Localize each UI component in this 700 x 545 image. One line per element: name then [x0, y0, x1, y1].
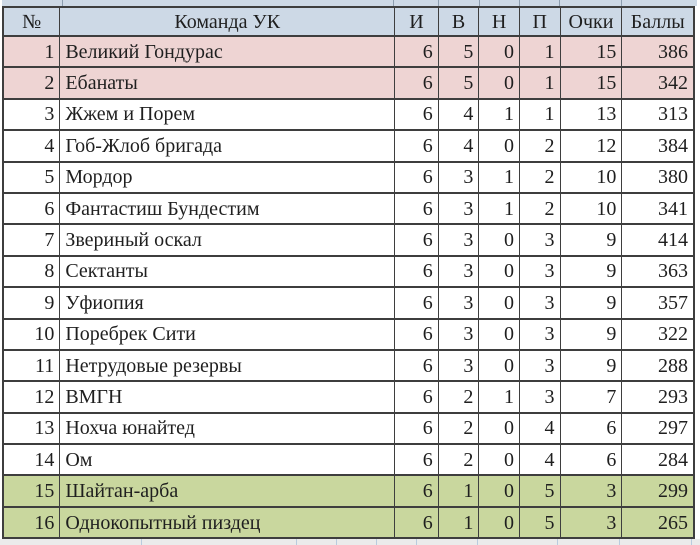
- cell-col-played: 6: [395, 444, 439, 475]
- cell-col-team: Мордор: [60, 162, 395, 193]
- cell-col-points: 10: [560, 162, 622, 193]
- header-row: [3, 7, 694, 36]
- cell-col-losses: 2: [519, 130, 560, 161]
- cell-col-wins: 1: [438, 507, 479, 538]
- gridline: [141, 539, 142, 545]
- cell-col-number: 7: [3, 224, 60, 255]
- table-row: [3, 67, 694, 98]
- cell-col-team: Ом: [60, 444, 395, 475]
- cell-col-wins: 3: [438, 319, 479, 350]
- cell-col-played: 6: [395, 130, 439, 161]
- cell-col-draws: 0: [479, 224, 520, 255]
- cell-col-draws: 0: [479, 256, 520, 287]
- cell-col-wins: 4: [438, 130, 479, 161]
- cell-col-losses: 1: [519, 67, 560, 98]
- cell-col-team: Шайтан-арба: [60, 475, 395, 506]
- cell-col-draws: 0: [479, 475, 520, 506]
- cell-col-losses: 5: [519, 507, 560, 538]
- cell-col-team: ВМГН: [60, 381, 395, 412]
- column-header-col-points: Очки: [560, 7, 622, 36]
- cell-col-losses: 3: [519, 350, 560, 381]
- cell-col-number: 10: [3, 319, 60, 350]
- gridline: [376, 539, 377, 545]
- cell-col-played: 6: [395, 507, 439, 538]
- cell-col-number: 16: [3, 507, 60, 538]
- cell-col-wins: 3: [438, 287, 479, 318]
- cell-col-losses: 3: [519, 381, 560, 412]
- cell-col-score: 284: [622, 444, 694, 475]
- table-row: [3, 130, 694, 161]
- cell-col-number: 4: [3, 130, 60, 161]
- table-row: [3, 99, 694, 130]
- cell-col-points: 6: [560, 444, 622, 475]
- cell-col-number: 14: [3, 444, 60, 475]
- cell-col-draws: 0: [479, 67, 520, 98]
- cell-col-points: 9: [560, 350, 622, 381]
- cell-col-score: 288: [622, 350, 694, 381]
- cell-col-losses: 3: [519, 256, 560, 287]
- cell-col-played: 6: [395, 287, 439, 318]
- cell-col-wins: 3: [438, 224, 479, 255]
- cell-col-played: 6: [395, 224, 439, 255]
- cell-col-number: 12: [3, 381, 60, 412]
- cell-col-score: 414: [622, 224, 694, 255]
- cell-col-points: 9: [560, 287, 622, 318]
- cell-col-losses: 5: [519, 475, 560, 506]
- cell-col-played: 6: [395, 413, 439, 444]
- bottom-partial-row: [0, 539, 700, 545]
- cell-col-score: 297: [622, 413, 694, 444]
- cell-col-points: 15: [560, 36, 622, 67]
- table-row: [3, 350, 694, 381]
- cell-col-score: 299: [622, 475, 694, 506]
- cell-col-score: 380: [622, 162, 694, 193]
- cell-col-draws: 1: [479, 99, 520, 130]
- cell-col-team: Однокопытный пиздец: [60, 507, 395, 538]
- cell-col-points: 15: [560, 67, 622, 98]
- cell-col-team: Ебанаты: [60, 67, 395, 98]
- cell-col-team: Нетрудовые резервы: [60, 350, 395, 381]
- column-header-col-draws: Н: [479, 7, 520, 36]
- column-header-col-score: Баллы: [622, 7, 694, 36]
- cell-col-number: 6: [3, 193, 60, 224]
- cell-col-wins: 3: [438, 350, 479, 381]
- cell-col-score: 363: [622, 256, 694, 287]
- cell-col-played: 6: [395, 67, 439, 98]
- cell-col-score: 342: [622, 67, 694, 98]
- cell-col-wins: 2: [438, 444, 479, 475]
- cell-col-number: 15: [3, 475, 60, 506]
- table-row: [3, 36, 694, 67]
- cell-col-draws: 0: [479, 350, 520, 381]
- cell-col-wins: 3: [438, 256, 479, 287]
- table-row: [3, 444, 694, 475]
- cell-col-losses: 2: [519, 193, 560, 224]
- cell-col-losses: 3: [519, 287, 560, 318]
- cell-col-number: 2: [3, 67, 60, 98]
- cell-col-team: Звериный оскал: [60, 224, 395, 255]
- cell-col-team: Фантастиш Бундестим: [60, 193, 395, 224]
- column-header-col-team: Команда УК: [60, 7, 395, 36]
- cell-col-number: 11: [3, 350, 60, 381]
- cell-col-points: 3: [560, 507, 622, 538]
- cell-col-team: Поребрек Сити: [60, 319, 395, 350]
- cell-col-played: 6: [395, 256, 439, 287]
- table-row: [3, 413, 694, 444]
- cell-col-wins: 4: [438, 99, 479, 130]
- cell-col-draws: 0: [479, 287, 520, 318]
- cell-col-points: 7: [560, 381, 622, 412]
- cell-col-score: 341: [622, 193, 694, 224]
- cell-col-draws: 0: [479, 413, 520, 444]
- cell-col-score: 384: [622, 130, 694, 161]
- table-row: [3, 507, 694, 538]
- table-row: [3, 287, 694, 318]
- league-standings-table: [2, 6, 695, 539]
- cell-col-number: 8: [3, 256, 60, 287]
- cell-col-team: Великий Гондурас: [60, 36, 395, 67]
- table-row: [3, 162, 694, 193]
- cell-col-draws: 1: [479, 193, 520, 224]
- cell-col-played: 6: [395, 162, 439, 193]
- cell-col-losses: 4: [519, 444, 560, 475]
- cell-col-wins: 3: [438, 193, 479, 224]
- cell-col-losses: 3: [519, 224, 560, 255]
- cell-col-played: 6: [395, 381, 439, 412]
- cell-col-played: 6: [395, 475, 439, 506]
- cell-col-points: 3: [560, 475, 622, 506]
- gridline: [619, 539, 620, 545]
- cell-col-played: 6: [395, 99, 439, 130]
- cell-col-draws: 0: [479, 36, 520, 67]
- cell-col-wins: 5: [438, 36, 479, 67]
- cell-col-played: 6: [395, 36, 439, 67]
- cell-col-score: 313: [622, 99, 694, 130]
- cell-col-losses: 1: [519, 99, 560, 130]
- cell-col-losses: 1: [519, 36, 560, 67]
- gridline: [477, 539, 478, 545]
- gridline: [691, 539, 692, 545]
- cell-col-losses: 4: [519, 413, 560, 444]
- cell-col-team: Нохча юнайтед: [60, 413, 395, 444]
- cell-col-draws: 1: [479, 162, 520, 193]
- cell-col-wins: 3: [438, 162, 479, 193]
- gridline: [296, 539, 297, 545]
- cell-col-points: 9: [560, 319, 622, 350]
- column-header-col-losses: П: [519, 7, 560, 36]
- cell-col-number: 1: [3, 36, 60, 67]
- cell-col-team: Сектанты: [60, 256, 395, 287]
- cell-col-points: 9: [560, 224, 622, 255]
- table-row: [3, 319, 694, 350]
- cell-col-wins: 5: [438, 67, 479, 98]
- cell-col-score: 386: [622, 36, 694, 67]
- cell-col-team: Гоб-Жлоб бригада: [60, 130, 395, 161]
- cell-col-score: 322: [622, 319, 694, 350]
- cell-col-wins: 2: [438, 413, 479, 444]
- gridline: [557, 539, 558, 545]
- cell-col-points: 9: [560, 256, 622, 287]
- cell-col-team: Жжем и Порем: [60, 99, 395, 130]
- cell-col-points: 6: [560, 413, 622, 444]
- cell-col-draws: 0: [479, 507, 520, 538]
- cell-col-losses: 2: [519, 162, 560, 193]
- cell-col-number: 13: [3, 413, 60, 444]
- cell-col-number: 9: [3, 287, 60, 318]
- cell-col-score: 293: [622, 381, 694, 412]
- column-header-col-played: И: [395, 7, 439, 36]
- table-row: [3, 381, 694, 412]
- column-header-col-wins: В: [438, 7, 479, 36]
- gridline: [416, 539, 417, 545]
- table-row: [3, 193, 694, 224]
- cell-col-points: 12: [560, 130, 622, 161]
- cell-col-number: 5: [3, 162, 60, 193]
- cell-col-score: 265: [622, 507, 694, 538]
- cell-col-played: 6: [395, 350, 439, 381]
- table-row: [3, 256, 694, 287]
- cell-col-played: 6: [395, 193, 439, 224]
- cell-col-draws: 1: [479, 381, 520, 412]
- cell-col-team: Уфиопия: [60, 287, 395, 318]
- cell-col-draws: 0: [479, 130, 520, 161]
- cell-col-losses: 3: [519, 319, 560, 350]
- cell-col-played: 6: [395, 319, 439, 350]
- cell-col-points: 10: [560, 193, 622, 224]
- table-row: [3, 475, 694, 506]
- cell-col-points: 13: [560, 99, 622, 130]
- column-header-col-number: №: [3, 7, 60, 36]
- table-row: [3, 224, 694, 255]
- cell-col-draws: 0: [479, 444, 520, 475]
- gridline: [336, 539, 337, 545]
- cell-col-score: 357: [622, 287, 694, 318]
- standings-body: [3, 36, 694, 538]
- cell-col-wins: 2: [438, 381, 479, 412]
- cell-col-draws: 0: [479, 319, 520, 350]
- cell-col-number: 3: [3, 99, 60, 130]
- cell-col-wins: 1: [438, 475, 479, 506]
